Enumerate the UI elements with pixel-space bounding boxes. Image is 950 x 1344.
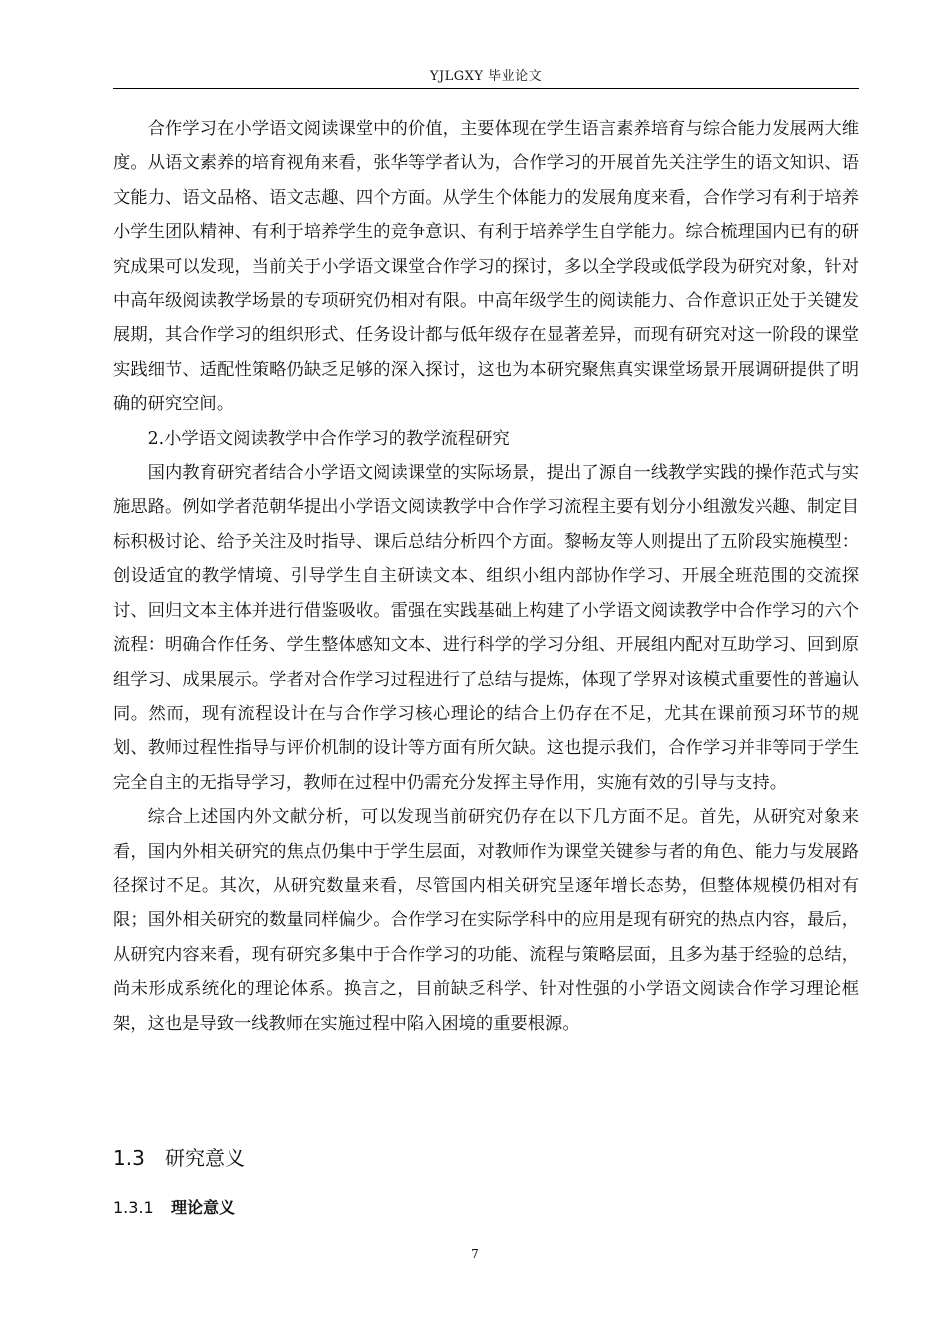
- subsection-title: 理论意义: [171, 1198, 236, 1217]
- subheading-teaching-process: 2.小学语文阅读教学中合作学习的教学流程研究: [147, 428, 510, 449]
- subsection-heading: [113, 1193, 235, 1223]
- paragraph-domestic-process-research: 国内教育研究者结合小学语文阅读课堂的实际场景，提出了源自一线教学实践的操作范式与实施思路。例如学者范朝华提出小学语文阅读教学中合作学习流程主要有划分小组激发兴趣、制定目标积极讨论、给予关注及时指导、课后总结分析四个方面。黎畅友等人则提出了五阶段实施模型：创设适宜的教学情境、引导学生自主研读文本、组织小组内部协作学习、开展全班范围的交流探讨、回归文本主体并进行借鉴吸收。雷强在实践基础上构建了小学语文阅读教学中合作学习的六个流程：明确合作任务、学生整体感知文本、进行科学的学习分组、开展组内配对互助学习、回到原组学习、成果展示。学者对合作学习过程进行了总结与提炼，体现了学界对该模式重要性的普遍认同。然而，现有流程设计在与合作学习核心理论的结合上仍存在不足，尤其在课前预习环节的规划、教师过程性指导与评价机制的设计等方面有所欠缺。这也提示我们，合作学习并非等同于学生完全自主的无指导学习，教师在过程中仍需充分发挥主导作用，实施有效的引导与支持。: [113, 463, 859, 793]
- page-header: [113, 66, 859, 89]
- paragraph-value-of-cooperative-learning: 合作学习在小学语文阅读课堂中的价值，主要体现在学生语言素养培育与综合能力发展两大维度。从语文素养的培育视角来看，张华等学者认为，合作学习的开展首先关注学生的语文知识、语文能力、语文品格、语文志趣、四个方面。从学生个体能力的发展角度来看，合作学习有利于培养小学生团队精神、有利于培养学生的竞争意识、有利于培养学生自学能力。综合梳理国内已有的研究成果可以发现，当前关于小学语文课堂合作学习的探讨，多以全学段或低学段为研究对象，针对中高年级阅读教学场景的专项研究仍相对有限。中高年级学生的阅读能力、合作意识正处于关键发展期，其合作学习的组织形式、任务设计都与低年级存在显著差异，而现有研究对这一阶段的课堂实践细节、适配性策略仍缺乏足够的深入探讨，这也为本研究聚焦真实课堂场景开展调研提供了明确的研究空间。: [113, 119, 859, 415]
- subsection-number: 1.3.1: [113, 1198, 154, 1217]
- page-number: 7: [471, 1247, 479, 1261]
- header-title: YJLGXY 毕业论文: [429, 69, 543, 84]
- paragraph-literature-summary: 综合上述国内外文献分析，可以发现当前研究仍存在以下几方面不足。首先，从研究对象来看，国内外相关研究的焦点仍集中于学生层面，对教师作为课堂关键参与者的角色、能力与发展路径探讨不足。其次，从研究数量来看，尽管国内相关研究呈逐年增长态势，但整体规模仍相对有限；国外相关研究的数量同样偏少。合作学习在实际学科中的应用是现有研究的热点内容，最后，从研究内容来看，现有研究多集中于合作学习的功能、流程与策略层面，且多为基于经验的总结，尚未形成系统化的理论体系。换言之，目前缺乏科学、针对性强的小学语文阅读合作学习理论框架，这也是导致一线教师在实施过程中陷入困境的重要根源。: [113, 807, 859, 1034]
- section-heading: [113, 1141, 245, 1175]
- section-number: 1.3: [113, 1146, 145, 1170]
- section-title: 研究意义: [165, 1146, 245, 1170]
- body-text: [113, 112, 859, 1041]
